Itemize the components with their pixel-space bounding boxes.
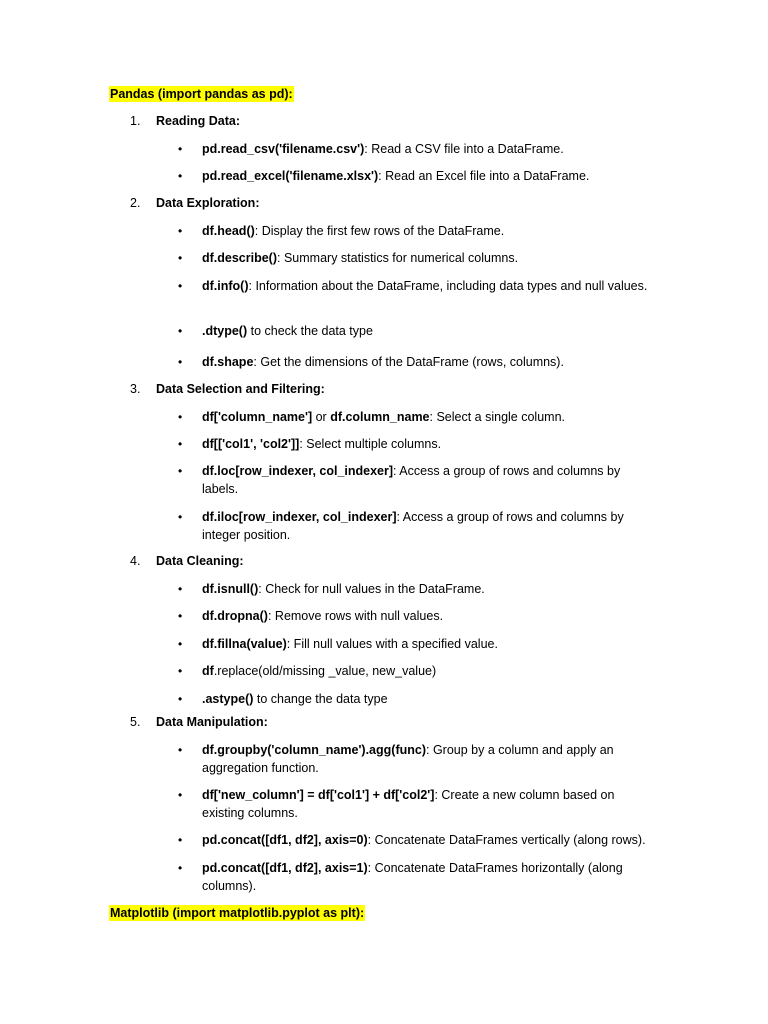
list-item [178, 354, 648, 372]
section-heading [130, 553, 244, 569]
list-item-text [202, 581, 648, 599]
command-code: df.info() [202, 279, 249, 293]
list-item [178, 608, 648, 626]
command-description: : Concatenate DataFrames horizontally (along columns). [202, 861, 623, 893]
section-heading [130, 714, 268, 730]
list-item-text [202, 409, 648, 427]
command-code: df.isnull() [202, 582, 259, 596]
list-item-text [202, 323, 648, 341]
bullet-icon: • [178, 833, 183, 847]
command-description: : Access a group of rows and columns by integer position. [202, 510, 624, 542]
command-code: df.iloc[row_indexer, col_indexer] [202, 510, 397, 524]
list-item-text [202, 860, 648, 895]
list-item [178, 581, 648, 599]
list-item-text [202, 691, 648, 709]
list-item [178, 663, 648, 681]
bullet-icon: • [178, 324, 183, 338]
command-description: or [312, 410, 331, 424]
command-description: : Remove rows with null values. [267, 609, 444, 623]
command-description: to check the data type [247, 324, 373, 338]
command-description: : Check for null values in the DataFrame. [258, 582, 485, 596]
list-item [178, 409, 648, 427]
bullet-icon: • [178, 788, 183, 802]
bullet-icon: • [178, 464, 183, 478]
bullet-icon: • [178, 169, 183, 183]
command-code: df.describe() [202, 251, 278, 265]
command-code: df['column_name'] [202, 410, 313, 424]
list-item-text [202, 168, 648, 186]
list-item [178, 860, 648, 895]
command-description: : Select multiple columns. [299, 437, 442, 451]
command-description: : Create a new column based on existing columns. [202, 788, 615, 820]
list-item [178, 323, 648, 341]
command-code: df[['col1', 'col2']] [202, 437, 300, 451]
command-code: df.groupby('column_name').agg(func) [202, 743, 426, 757]
list-item [178, 832, 648, 850]
list-item [178, 463, 648, 498]
command-code: df.shape [202, 355, 254, 369]
list-item [178, 787, 648, 822]
command-description: : Concatenate DataFrames vertically (along rows). [367, 833, 646, 847]
command-description: : Get the dimensions of the DataFrame (rows, columns). [253, 355, 564, 369]
section-title: Data Cleaning: [156, 554, 244, 568]
list-item-text [202, 832, 648, 850]
command-description: : Summary statistics for numerical columns. [277, 251, 519, 265]
matplotlib-heading: Matplotlib (import matplotlib.pyplot as plt): [110, 906, 365, 920]
command-code: df.column_name [330, 410, 430, 424]
section-number: 3. [130, 382, 141, 396]
section-heading [130, 195, 260, 211]
command-code: .dtype() [202, 324, 248, 338]
command-description: : Fill null values with a specified value. [286, 637, 498, 651]
command-code: pd.read_csv('filename.csv') [202, 142, 365, 156]
list-item-text [202, 141, 648, 159]
command-code: df['new_column'] = df['col1'] + df['col2'] [202, 788, 435, 802]
bullet-icon: • [178, 861, 183, 875]
command-code: df [202, 664, 214, 678]
list-item [178, 691, 648, 709]
command-code: .astype() [202, 692, 254, 706]
command-code: pd.read_excel('filename.xlsx') [202, 169, 379, 183]
section-heading [130, 381, 325, 397]
list-item [178, 250, 648, 268]
section-title: Data Selection and Filtering: [156, 382, 325, 396]
command-description: : Select a single column. [429, 410, 566, 424]
bullet-icon: • [178, 637, 183, 651]
command-code: df.fillna(value) [202, 637, 287, 651]
list-item-text [202, 636, 648, 654]
list-item [178, 223, 648, 241]
command-description: : Access a group of rows and columns by labels. [202, 464, 621, 496]
list-item-text [202, 354, 648, 372]
command-description: to change the data type [253, 692, 388, 706]
bullet-icon: • [178, 224, 183, 238]
section-title: Data Manipulation: [156, 715, 268, 729]
bullet-icon: • [178, 410, 183, 424]
bullet-icon: • [178, 692, 183, 706]
list-item-text [202, 742, 648, 777]
list-item-text [202, 608, 648, 626]
section-number: 5. [130, 715, 141, 729]
bullet-icon: • [178, 279, 183, 293]
bullet-icon: • [178, 510, 183, 524]
bullet-icon: • [178, 355, 183, 369]
bullet-icon: • [178, 743, 183, 757]
command-description: : Display the first few rows of the DataFrame. [254, 224, 505, 238]
section-number: 2. [130, 196, 141, 210]
list-item-text [202, 663, 648, 681]
list-item [178, 278, 648, 296]
list-item-text [202, 278, 648, 296]
section-title: Data Exploration: [156, 196, 260, 210]
list-item [178, 742, 648, 777]
command-code: df.loc[row_indexer, col_indexer] [202, 464, 394, 478]
list-item [178, 636, 648, 654]
command-description: : Information about the DataFrame, including data types and null values. [248, 279, 648, 293]
command-code: df.head() [202, 224, 255, 238]
section-number: 4. [130, 554, 141, 568]
list-item-text [202, 436, 648, 454]
command-code: pd.concat([df1, df2], axis=0) [202, 833, 368, 847]
list-item-text [202, 463, 648, 498]
bullet-icon: • [178, 251, 183, 265]
bullet-icon: • [178, 582, 183, 596]
list-item [178, 168, 648, 186]
list-item-text [202, 787, 648, 822]
section-heading [130, 113, 240, 129]
command-description: : Group by a column and apply an aggregation function. [202, 743, 614, 775]
command-code: pd.concat([df1, df2], axis=1) [202, 861, 368, 875]
section-title: Reading Data: [156, 114, 241, 128]
command-code: df.dropna() [202, 609, 268, 623]
bullet-icon: • [178, 664, 183, 678]
list-item [178, 509, 648, 544]
command-description: : Read an Excel file into a DataFrame. [378, 169, 590, 183]
bullet-icon: • [178, 609, 183, 623]
list-item [178, 141, 648, 159]
command-description: .replace(old/missing _value, new_value) [213, 664, 437, 678]
list-item-text [202, 509, 648, 544]
list-item-text [202, 223, 648, 241]
pandas-heading: Pandas (import pandas as pd): [110, 87, 293, 101]
list-item-text [202, 250, 648, 268]
command-description: : Read a CSV file into a DataFrame. [364, 142, 564, 156]
bullet-icon: • [178, 142, 183, 156]
section-number: 1. [130, 114, 141, 128]
list-item [178, 436, 648, 454]
bullet-icon: • [178, 437, 183, 451]
